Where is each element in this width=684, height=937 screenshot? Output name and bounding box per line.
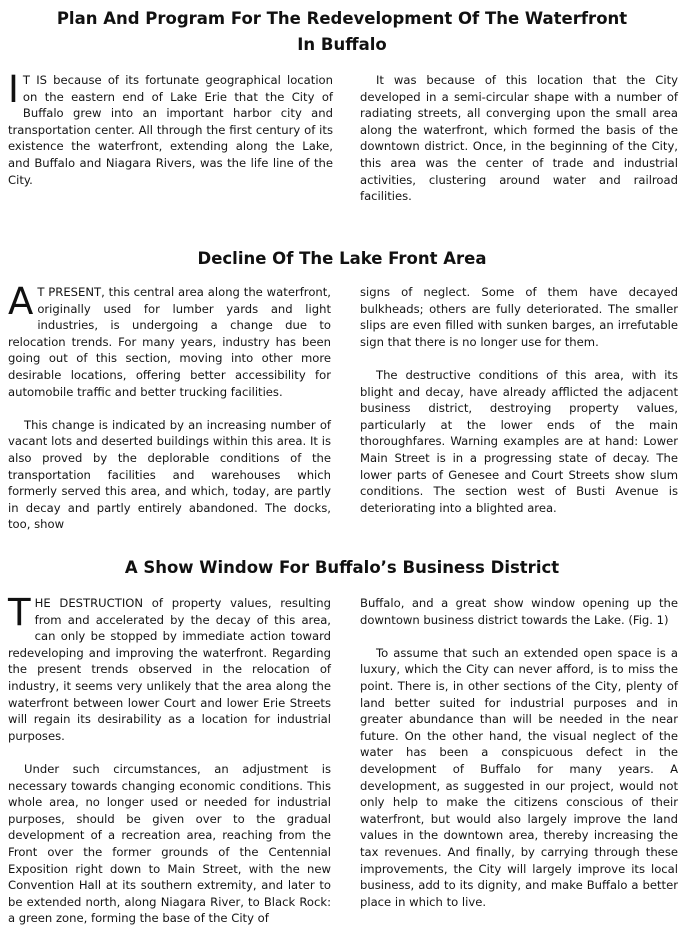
drop-cap: T (8, 591, 31, 634)
paragraph (360, 595, 678, 628)
section-3-column-right (360, 595, 678, 910)
page-title-line-2: In Buffalo (297, 35, 387, 54)
drop-cap: I (8, 68, 19, 111)
paragraph (360, 72, 678, 205)
paragraph-text: Under such circumstances, an adjustment is necessary towards changing economic conditions. This whole area, no longer used or needed for industrial purposes, should be given over to the gradual development of a recreation area, reaching from the Front over the former grounds of the Centennial Exposition right down to Main Street, with the new Convention Hall at its southern extremity, and later to be extended north, along Niagara River, to Black Rock: a green zone, forming the base of the City of (8, 761, 331, 926)
paragraph (8, 280, 331, 400)
paragraph (8, 591, 331, 744)
paragraph-text: T PRESENT, this central area along the waterfront, originally used for lumber yards and light industries, is undergoing a change due to relocation trends. For many years, industry has been going out of this section, moving into other more desirable locations, offering better accessibility for automobile traffic and better trucking facilities. (8, 285, 331, 399)
paragraph-text: Buffalo, and a great show window opening up the downtown business district towards the Lake. (Fig. 1) (360, 596, 678, 627)
section-1-column-left (8, 68, 333, 188)
section-heading-show-window: A Show Window For Buffalo’s Business District (124, 558, 560, 577)
paragraph (360, 284, 678, 350)
section-3-column-left (8, 591, 331, 927)
paragraph-text: This change is indicated by an increasing number of vacant lots and deserted buildings within this area. It is also proved by the deplorable conditions of the transportation facilities and warehouses which formerly served this area, and which, today, are partly in decay and partly entirely abandoned. The docks, too, show (8, 417, 331, 532)
paragraph-text: signs of neglect. Some of them have decayed bulkheads; others are fully deteriorated. The smaller slips are even filled with sunken barges, an irrefutable sign that there is no longer use for them. (360, 285, 678, 349)
paragraph (360, 367, 678, 516)
page-title-line-1: Plan And Program For The Redevelopment Of The Waterfront (56, 9, 628, 28)
section-2-column-left (8, 280, 331, 533)
paragraph (8, 761, 331, 927)
paragraph-text: HE DESTRUCTION of property values, resulting from and accelerated by the decay of this area, can only be stopped by immediate action toward redeveloping and improving the waterfront. Regarding the present trends observed in the relocation of industry, it seems very unlikely that the area along the waterfront between lower Court and lower Erie Streets will regain its desirability as a location for industrial purposes. (8, 596, 331, 743)
page-title (0, 6, 684, 58)
paragraph-text: The destructive conditions of this area, with its blight and decay, have already afflicted the adjacent business district, destroying property values, particularly at the lower ends of the main thoroughfares. Warning examples are at hand: Lower Main Street is in a progressing state of decay. The lower parts of Genesee and Court Streets show slum conditions. The section west of Busti Avenue is deteriorating into a blighted area. (360, 367, 678, 515)
paragraph-text: T IS because of its fortunate geographical location on the eastern end of Lake Erie that the City of Buffalo grew into an important harbor city and transportation center. All through the first century of its existence the waterfront, extending along the Lake, and Buffalo and Niagara Rivers, was the life line of the City. (8, 73, 333, 187)
section-2-column-right (360, 284, 678, 516)
section-1-column-right (360, 72, 678, 205)
paragraph (8, 68, 333, 188)
drop-cap: A (8, 280, 34, 323)
paragraph-text: It was because of this location that the City developed in a semi-circular shape with a number of radiating streets, all converging upon the small area along the waterfront, which formed the basis of the downtown district. Once, in the beginning of the City, this area was the center of trade and industrial activities, clustering around water and railroad facilities. (360, 73, 678, 204)
paragraph-text: To assume that such an extended open space is a luxury, which the City can never afford, is to miss the point. There is, in other sections of the City, plenty of land better suited for industrial purposes and in greater abundance than will be needed in the near future. On the other hand, the visual neglect of the water has been a conspicuous defect in the development of Buffalo for many years. A development, as suggested in our project, would not only help to make the citizens conscious of their waterfront, but would also largely improve the land values in the downtown area, thereby increasing the tax revenues. And finally, by carrying through these improvements, the City will largely improve its local business, add to its dignity, and make Buffalo a better place in which to live. (360, 645, 678, 909)
paragraph (360, 645, 678, 911)
section-heading-decline: Decline Of The Lake Front Area (197, 249, 487, 268)
paragraph (8, 417, 331, 533)
